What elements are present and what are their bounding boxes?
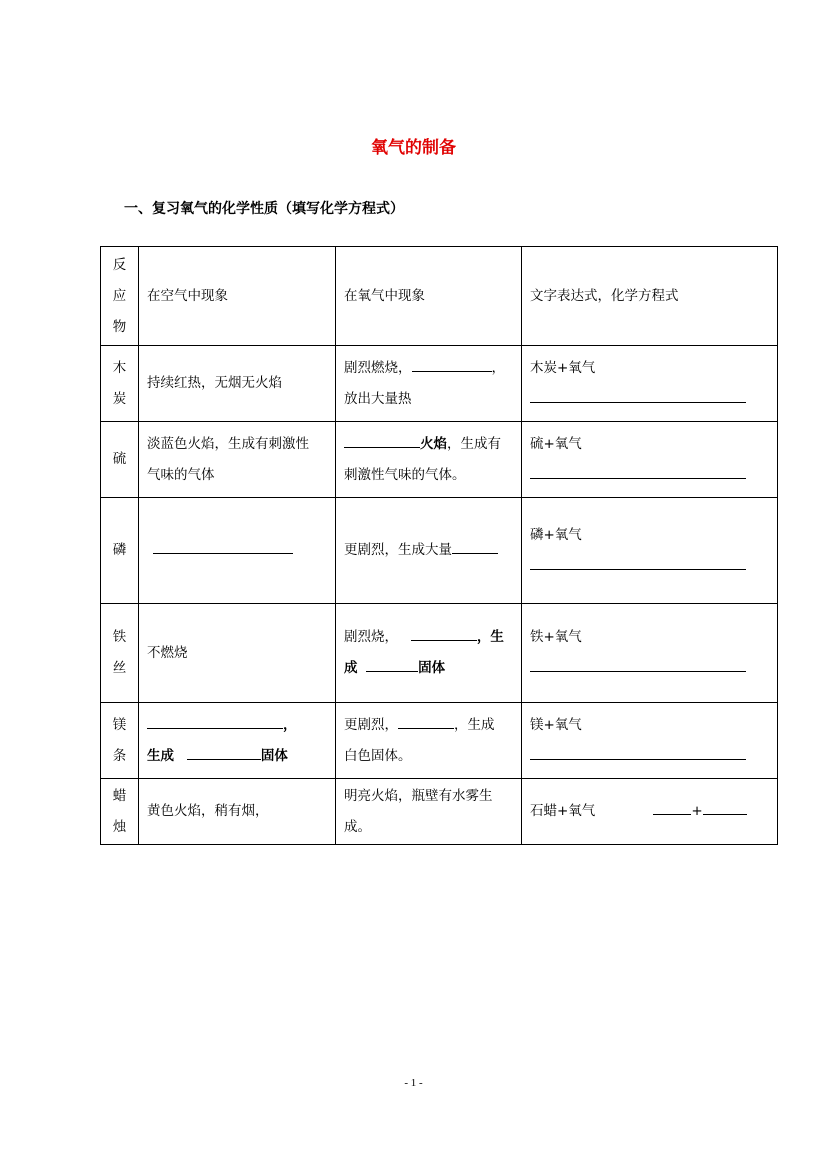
oxygen-cell: 剧烈烧， ，生 成 固体 bbox=[336, 604, 522, 703]
fill-blank[interactable] bbox=[653, 796, 691, 815]
reactant-cell: 铁 丝 bbox=[101, 604, 139, 703]
air-cell: 持续红热，无烟无火焰 bbox=[139, 346, 336, 422]
table-row bbox=[101, 346, 778, 422]
header-air: 在空气中现象 bbox=[139, 247, 336, 346]
air-cell: 不燃烧 bbox=[139, 604, 336, 703]
fill-blank[interactable] bbox=[530, 741, 746, 760]
section-heading: 一、复习氧气的化学性质（填写化学方程式） bbox=[124, 201, 404, 217]
oxygen-cell: 更剧烈， ，生成 白色固体。 bbox=[336, 703, 522, 779]
header-equation: 文字表达式，化学方程式 bbox=[522, 247, 778, 346]
reactant-cell: 蜡 烛 bbox=[101, 779, 139, 845]
page-title: 氧气的制备 bbox=[371, 138, 456, 158]
oxygen-cell: 剧烈燃烧， ， 放出大量热 bbox=[336, 346, 522, 422]
table-row bbox=[101, 498, 778, 604]
air-cell: ， 生成 固体 bbox=[139, 703, 336, 779]
oxygen-cell: 火焰，生成有 刺激性气味的气体。 bbox=[336, 422, 522, 498]
reactant-cell: 硫 bbox=[101, 422, 139, 498]
fill-blank[interactable] bbox=[703, 796, 747, 815]
fill-blank[interactable] bbox=[366, 653, 418, 672]
fill-blank[interactable] bbox=[153, 535, 293, 554]
table-row bbox=[101, 779, 778, 845]
fill-blank[interactable] bbox=[412, 353, 492, 372]
equation-cell: 镁+氧气 bbox=[522, 703, 778, 779]
oxygen-cell: 明亮火焰，瓶壁有水雾生 成。 bbox=[336, 779, 522, 845]
reactant-cell: 镁 条 bbox=[101, 703, 139, 779]
table-header-row bbox=[101, 247, 778, 346]
equation-cell: 石蜡+氧气 + bbox=[522, 779, 778, 845]
equation-cell: 磷+氧气 bbox=[522, 498, 778, 604]
table-row bbox=[101, 422, 778, 498]
air-cell bbox=[139, 498, 336, 604]
fill-blank[interactable] bbox=[530, 653, 746, 672]
air-cell: 淡蓝色火焰，生成有刺激性 气味的气体 bbox=[139, 422, 336, 498]
air-cell: 黄色火焰，稍有烟， bbox=[139, 779, 336, 845]
table-row bbox=[101, 604, 778, 703]
equation-cell: 硫+氧气 bbox=[522, 422, 778, 498]
oxygen-cell: 更剧烈，生成大量 bbox=[336, 498, 522, 604]
reactant-cell: 木 炭 bbox=[101, 346, 139, 422]
header-reactant: 反 应 物 bbox=[101, 247, 139, 346]
equation-cell: 木炭+氧气 bbox=[522, 346, 778, 422]
fill-blank[interactable] bbox=[530, 384, 746, 403]
fill-blank[interactable] bbox=[530, 551, 746, 570]
fill-blank[interactable] bbox=[187, 741, 261, 760]
fill-blank[interactable] bbox=[452, 535, 498, 554]
fill-blank[interactable] bbox=[530, 460, 746, 479]
properties-table bbox=[100, 246, 778, 845]
header-oxygen: 在氧气中现象 bbox=[336, 247, 522, 346]
table-row bbox=[101, 703, 778, 779]
equation-cell: 铁+氧气 bbox=[522, 604, 778, 703]
fill-blank[interactable] bbox=[147, 710, 283, 729]
reactant-cell: 磷 bbox=[101, 498, 139, 604]
fill-blank[interactable] bbox=[344, 429, 420, 448]
fill-blank[interactable] bbox=[411, 622, 477, 641]
page-number: - 1 - bbox=[404, 1077, 423, 1089]
fill-blank[interactable] bbox=[398, 710, 454, 729]
